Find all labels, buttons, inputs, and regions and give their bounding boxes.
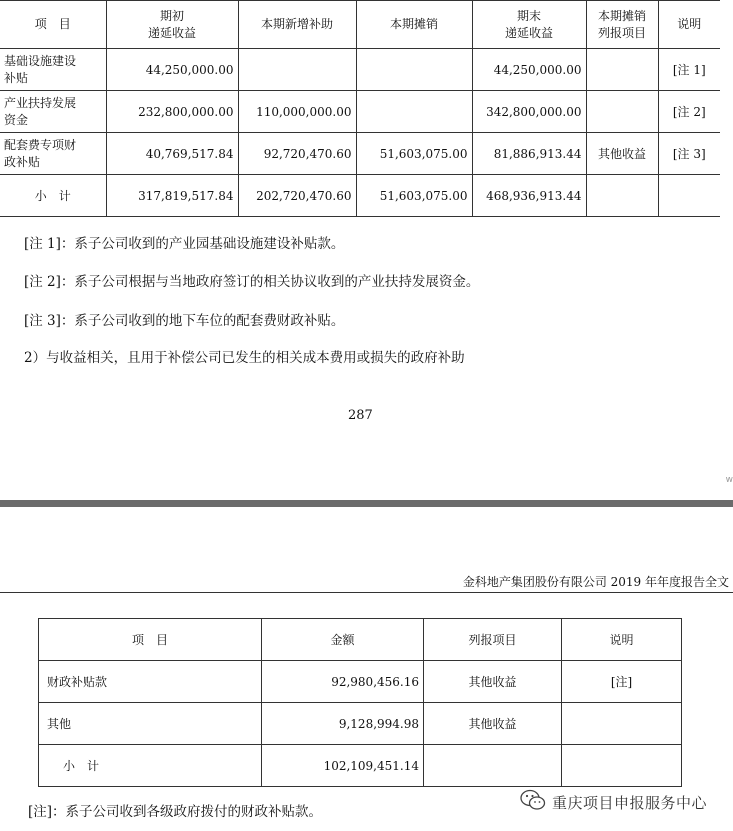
- edge-letter: w: [725, 475, 733, 485]
- watermark-text: 重庆项目申报服务中心: [551, 793, 707, 812]
- row-amort: [356, 49, 472, 91]
- header-added: 本期新增补助: [238, 1, 356, 49]
- header-report: 本期摊销 列报项目: [586, 1, 658, 49]
- note-3: [注 3]：系子公司收到的地下车位的配套费财政补贴。: [24, 313, 345, 329]
- header-note: 说明: [562, 619, 682, 661]
- page-divider: [0, 500, 733, 507]
- deferred-income-table: [0, 0, 720, 217]
- row-begin: 44,250,000.00: [106, 49, 238, 91]
- income-subsidy-table: [38, 618, 682, 787]
- row-added: 202,720,470.60: [238, 175, 356, 217]
- row-item: 小 计: [0, 175, 106, 217]
- table-header-row: [39, 619, 682, 661]
- row-report: 其他收益: [424, 703, 562, 745]
- row-amort: 51,603,075.00: [356, 175, 472, 217]
- row-item: 财政补贴款: [39, 661, 262, 703]
- header-rule: [0, 592, 733, 593]
- row-item: 产业扶持发展 资金: [0, 91, 106, 133]
- row-end: 342,800,000.00: [472, 91, 586, 133]
- row-item: 小 计: [39, 745, 262, 787]
- row-amort: [356, 91, 472, 133]
- wechat-icon: [520, 789, 546, 815]
- row-report: [586, 49, 658, 91]
- row-amount: 9,128,994.98: [262, 703, 424, 745]
- row-amount: 102,109,451.14: [262, 745, 424, 787]
- note-1: [注 1]：系子公司收到的产业园基础设施建设补贴款。: [24, 236, 345, 252]
- row-added: 110,000,000.00: [238, 91, 356, 133]
- row-report: [586, 175, 658, 217]
- footnote: [注]：系子公司收到各级政府拨付的财政补贴款。: [28, 804, 323, 820]
- table-row: [39, 703, 682, 745]
- page-number: 287: [348, 408, 373, 423]
- row-item: 其他: [39, 703, 262, 745]
- header-amort: 本期摊销: [356, 1, 472, 49]
- row-end: 44,250,000.00: [472, 49, 586, 91]
- table-row: [0, 91, 720, 133]
- wechat-watermark: [516, 787, 711, 817]
- note-2: [注 2]：系子公司根据与当地政府签订的相关协议收到的产业扶持发展资金。: [24, 274, 480, 290]
- header-item: 项 目: [39, 619, 262, 661]
- running-header: 金科地产集团股份有限公司 2019 年年度报告全文: [462, 575, 729, 589]
- row-note: [562, 703, 682, 745]
- header-end: 期末 递延收益: [472, 1, 586, 49]
- subtotal-row: [0, 175, 720, 217]
- row-note: [注 1]: [658, 49, 720, 91]
- row-note: [注 3]: [658, 133, 720, 175]
- row-report: [424, 745, 562, 787]
- row-begin: 317,819,517.84: [106, 175, 238, 217]
- row-end: 81,886,913.44: [472, 133, 586, 175]
- row-amort: 51,603,075.00: [356, 133, 472, 175]
- header-report: 列报项目: [424, 619, 562, 661]
- row-note: [注 2]: [658, 91, 720, 133]
- row-note: [注]: [562, 661, 682, 703]
- header-note: 说明: [658, 1, 720, 49]
- header-item: 项 目: [0, 1, 106, 49]
- row-item: 配套费专项财 政补贴: [0, 133, 106, 175]
- table-row: [39, 661, 682, 703]
- row-begin: 232,800,000.00: [106, 91, 238, 133]
- header-amount: 金额: [262, 619, 424, 661]
- table-row: [0, 49, 720, 91]
- row-report: 其他收益: [586, 133, 658, 175]
- row-added: [238, 49, 356, 91]
- subtotal-row: [39, 745, 682, 787]
- row-amount: 92,980,456.16: [262, 661, 424, 703]
- section-heading: 2）与收益相关，且用于补偿公司已发生的相关成本费用或损失的政府补助: [24, 350, 465, 366]
- row-report: 其他收益: [424, 661, 562, 703]
- table-header-row: [0, 1, 720, 49]
- row-note: [658, 175, 720, 217]
- header-begin: 期初 递延收益: [106, 1, 238, 49]
- row-note: [562, 745, 682, 787]
- row-end: 468,936,913.44: [472, 175, 586, 217]
- table-row: [0, 133, 720, 175]
- row-begin: 40,769,517.84: [106, 133, 238, 175]
- row-item: 基础设施建设 补贴: [0, 49, 106, 91]
- row-report: [586, 91, 658, 133]
- row-added: 92,720,470.60: [238, 133, 356, 175]
